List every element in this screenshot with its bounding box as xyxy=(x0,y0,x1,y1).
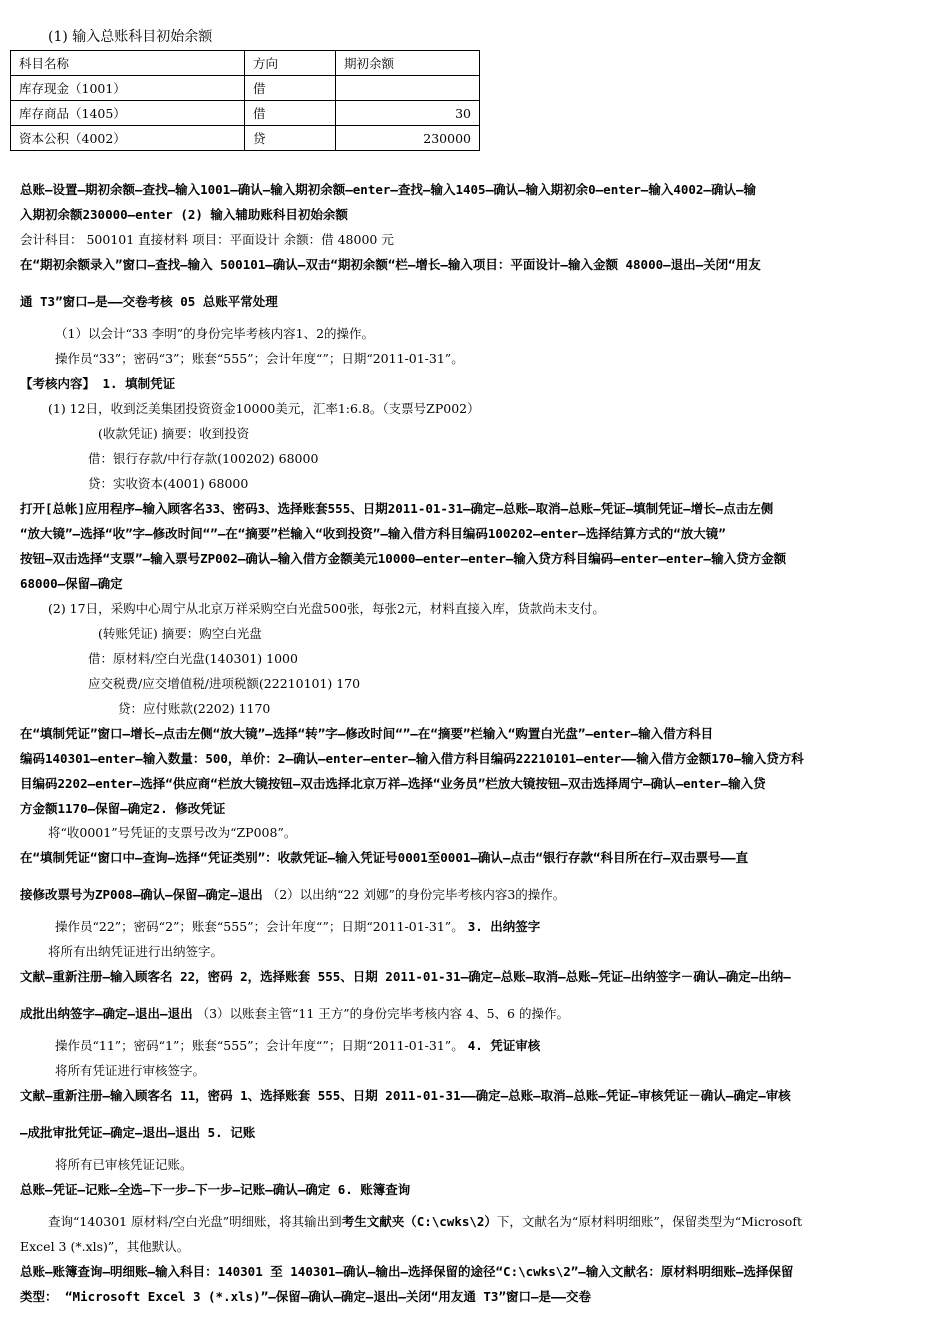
text-line: (2) 17日，采购中心周宁从北京万祥采购空白光盘500张，每张2元，材料直接入库，货款尚未支付。 xyxy=(48,601,605,616)
text-line: —成批审批凭证—确定—退出—退出 5. 记账 xyxy=(20,1125,256,1140)
text-line: 按钮—双击选择“支票”—输入票号ZP002—确认—输入借方金额美元10000—enter—enter—输入贷方科目编码—enter—enter—输入贷方金额 xyxy=(20,551,787,566)
table-row xyxy=(11,101,480,126)
text-line: 会计科目： 500101 直接材料 项目：平面设计 余额：借 48000 元 xyxy=(20,232,394,247)
text-line: 类型： “Microsoft Excel 3 (*.xls)”—保留—确认—确定—退出—关闭“用友通 T3”窗口—是——交卷 xyxy=(20,1289,592,1304)
text-line: 打开[总帐]应用程序—输入顾客名33、密码3、选择账套555、日期2011-01-31—确定—总账—取消—总账—凭证—填制凭证—增长—点击左侧 xyxy=(20,501,774,516)
text-line-mixed xyxy=(48,1213,802,1231)
table-row xyxy=(11,126,480,151)
table-cell: 库存现金（1001） xyxy=(11,76,245,101)
text-run: （3）以账套主管“11 王方”的身份完毕考核内容 4、5、6 的操作。 xyxy=(196,1006,569,1021)
text-run: 下，文献名为“原材料明细账”，保留类型为“Microsoft xyxy=(496,1214,802,1229)
header-cell: 方向 xyxy=(245,51,336,76)
text-line: “放大镜”—选择“收”字—修改时间“”—在“摘要”栏输入“收到投资”—输入借方科目编码100202—enter—选择结算方式的“放大镜” xyxy=(20,526,726,541)
text-line: Excel 3 (*.xls)”，其他默认。 xyxy=(20,1239,190,1254)
text-run: 接修改票号为ZP008—确认—保留—确定—退出 xyxy=(20,887,263,902)
table-header-row xyxy=(11,51,480,76)
table-cell: 借 xyxy=(245,76,336,101)
text-line: 目编码2202—enter—选择“供应商“栏放大镜按钮—双击选择北京万祥—选择“业务员”栏放大镜按钮—双击选择周宁—确认—enter—输入贷 xyxy=(20,776,766,791)
table-row xyxy=(11,76,480,101)
text-line: 通 T3”窗口—是——交卷考核 05 总账平常处理 xyxy=(20,294,278,309)
text-line-mixed xyxy=(20,1005,569,1023)
text-line: 将所有已审核凭证记账。 xyxy=(55,1157,193,1172)
table-cell: 230000 xyxy=(336,126,480,151)
text-line: 应交税费/应交增值税/进项税额(22210101) 170 xyxy=(88,676,361,691)
table-cell: 库存商品（1405） xyxy=(11,101,245,126)
text-line-mixed xyxy=(20,886,565,904)
text-line: 编码140301—enter—输入数量：500，单价：2—确认—enter—enter—输入借方科目编码22210101—enter——输入借方金额170—输入贷方科 xyxy=(20,751,804,766)
text-line: 文献—重新注册—输入顾客名 22，密码 2，选择账套 555、日期 2011-01-31—确定—总账—取消—总账—凭证—出纳签字－确认—确定—出纳— xyxy=(20,969,791,984)
text-line: 总账—账簿查询—明细账—输入科目：140301 至 140301—确认—输出—选择保留的途径“C:\cwks\2”—输入文献名：原材料明细账—选择保留 xyxy=(20,1264,794,1279)
text-run: 考生文献夹（C:\cwks\2） xyxy=(341,1214,497,1229)
table-cell: 30 xyxy=(336,101,480,126)
text-line: (收款凭证) 摘要：收到投资 xyxy=(98,426,250,441)
text-line: 在“填制凭证”窗口—增长—点击左侧“放大镜”—选择“转”字—修改时间“”—在“摘要”栏输入“购置白光盘”—enter—输入借方科目 xyxy=(20,726,714,741)
text-line: 操作员“33”；密码“3”；账套“555”；会计年度“”；日期“2011-01-31”。 xyxy=(55,351,464,366)
text-run: 3. 出纳签字 xyxy=(467,919,541,934)
text-line: (1) 12日，收到泛美集团投资资金10000美元，汇率1:6.8。（支票号ZP002） xyxy=(48,401,480,416)
text-line: 借：银行存款/中行存款(100202) 68000 xyxy=(88,451,319,466)
text-line-mixed xyxy=(55,1037,540,1055)
text-line: 将所有凭证进行审核签字。 xyxy=(55,1063,206,1078)
table-cell: 资本公积（4002） xyxy=(11,126,245,151)
text-line: 总账—凭证—记账—全选—下一步—下一步—记账—确认—确定 6. 账簿查询 xyxy=(20,1182,411,1197)
text-line-mixed xyxy=(55,918,540,936)
text-line: 【考核内容】 1. 填制凭证 xyxy=(20,376,176,391)
text-run: 4. 凭证审核 xyxy=(467,1038,541,1053)
text-line: 将所有出纳凭证进行出纳签字。 xyxy=(48,944,224,959)
text-line: 68000—保留—确定 xyxy=(20,576,123,591)
text-line: 在“期初余额录入”窗口—查找—输入 500101—确认—双击“期初余额“栏—增长—输入项目：平面设计—输入金额 48000—退出—关闭“用友 xyxy=(20,257,761,272)
header-cell: 科目名称 xyxy=(11,51,245,76)
text-run: 查询“140301 原材料/空白光盘”明细账，将其输出到 xyxy=(48,1214,342,1229)
header-cell: 期初余额 xyxy=(336,51,480,76)
table-cell xyxy=(336,76,480,101)
text-line: 在“填制凭证“窗口中—查询—选择“凭证类别”：收款凭证—输入凭证号0001至0001—确认—点击“银行存款“科目所在行—双击票号——直 xyxy=(20,850,749,865)
text-line: 方金额1170—保留—确定2. 修改凭证 xyxy=(20,801,226,816)
text-line: 贷：应付账款(2202) 1170 xyxy=(118,701,271,716)
text-line: 借：原材料/空白光盘(140301) 1000 xyxy=(88,651,298,666)
text-run: 操作员“22”；密码“2”；账套“555”；会计年度“”；日期“2011-01-31”。 xyxy=(55,919,464,934)
table-cell: 贷 xyxy=(245,126,336,151)
text-line: 贷：实收资本(4001) 68000 xyxy=(88,476,249,491)
text-line: （1）以会计“33 李明”的身份完毕考核内容1、2的操作。 xyxy=(55,326,375,341)
text-line: (转账凭证) 摘要：购空白光盘 xyxy=(98,626,262,641)
text-line: 入期初余额230000—enter (2) 输入辅助账科目初始余额 xyxy=(20,207,348,222)
text-run: （2）以出纳“22 刘娜”的身份完毕考核内容3的操作。 xyxy=(266,887,566,902)
text-line: 将“收0001”号凭证的支票号改为“ZP008”。 xyxy=(48,825,297,840)
section-title: (1) 输入总账科目初始余额 xyxy=(48,29,213,45)
table-cell: 借 xyxy=(245,101,336,126)
text-line: 总账—设置—期初余额—查找—输入1001—确认—输入期初余额—enter—查找—输入1405—确认—输入期初余0—enter—输入4002—确认—输 xyxy=(20,182,756,197)
balance-table xyxy=(10,50,480,151)
text-run: 操作员“11”；密码“1”；账套“555”；会计年度“”；日期“2011-01-31”。 xyxy=(55,1038,464,1053)
text-run: 成批出纳签字—确定—退出—退出 xyxy=(20,1006,193,1021)
text-line: 文献—重新注册—输入顾客名 11，密码 1、选择账套 555、日期 2011-01-31——确定—总账—取消—总账—凭证—审核凭证－确认—确定—审核 xyxy=(20,1088,791,1103)
